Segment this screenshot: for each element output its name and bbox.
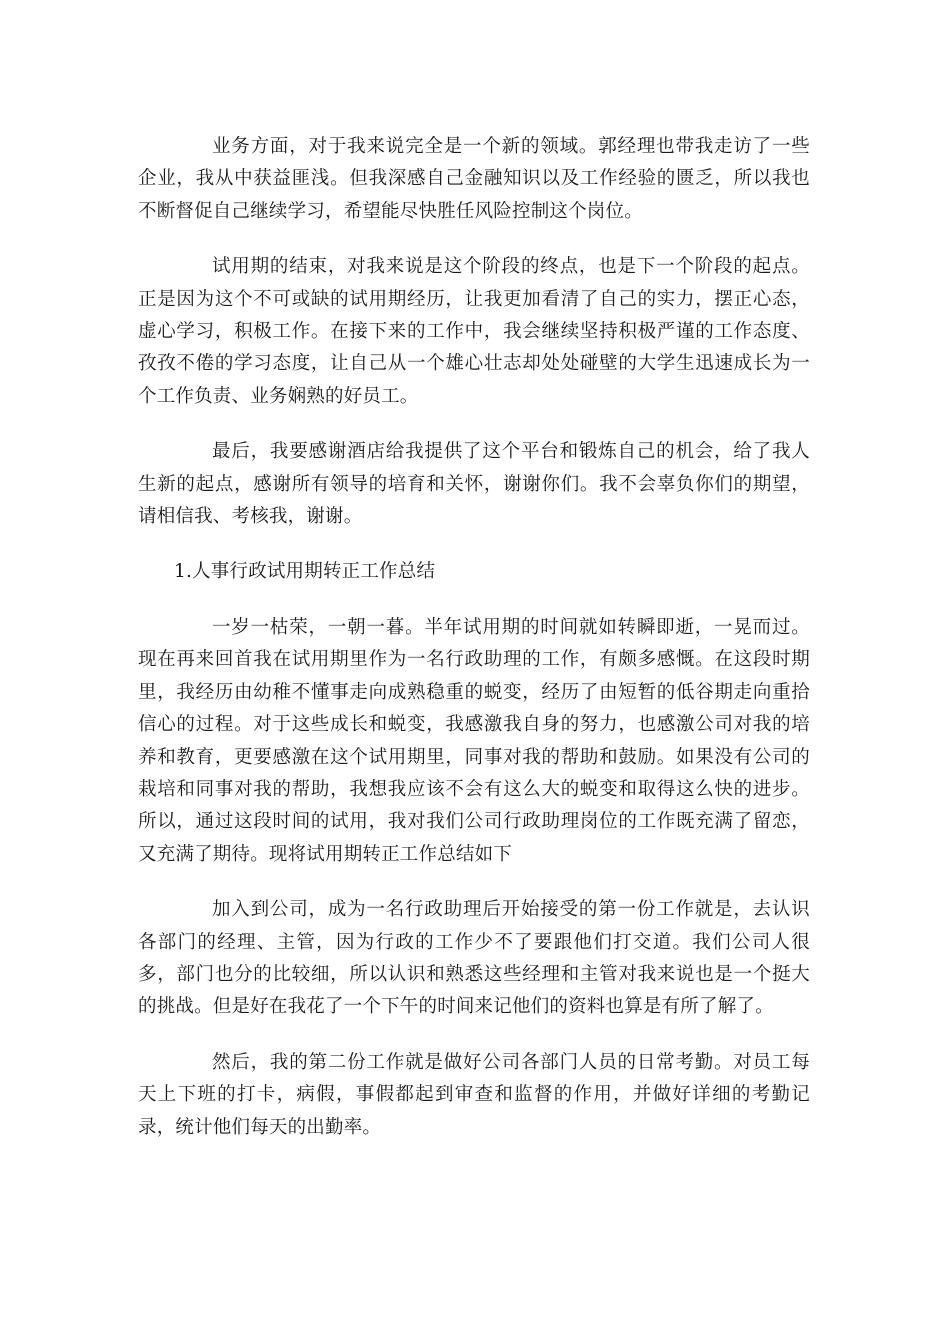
document-page bbox=[138, 131, 810, 1167]
paragraph-business: 业务方面，对于我来说完全是一个新的领域。郭经理也带我走访了一些企业，我从中获益匪浅。但我深感自己金融知识以及工作经验的匮乏，所以我也不断督促自己继续学习，希望能尽快胜任风险控制这个岗位。 bbox=[138, 136, 810, 222]
paragraph-probation-end: 试用期的结束，对我来说是这个阶段的终点，也是下一个阶段的起点。正是因为这个不可或缺的试用期经历，让我更加看清了自己的实力，摆正心态，虚心学习，积极工作。在接下来的工作中，我会继续坚持积极严谨的工作态度、孜孜不倦的学习态度，让自己从一个雄心壮志却处处碰壁的大学生迅速成长为一个工作负责、业务娴熟的好员工。 bbox=[138, 256, 810, 407]
paragraph-first-task: 加入到公司，成为一名行政助理后开始接受的第一份工作就是，去认识各部门的经理、主管，因为行政的工作少不了要跟他们打交道。我们公司人很多，部门也分的比较细，所以认识和熟悉这些经理和主管对我来说也是一个挺大的挑战。但是好在我花了一个下午的时间来记他们的资料也算是有所了解了。 bbox=[138, 899, 810, 1018]
paragraph-thanks: 最后，我要感谢酒店给我提供了这个平台和锻炼自己的机会，给了我人生新的起点，感谢所有领导的培育和关怀，谢谢你们。我不会辜负你们的期望，请相信我、考核我，谢谢。 bbox=[138, 441, 810, 528]
paragraph-intro: 一岁一枯荣，一朝一暮。半年试用期的时间就如转瞬即逝，一晃而过。现在再来回首我在试用期里作为一名行政助理的工作，有颇多感慨。在这段时期里，我经历由幼稚不懂事走向成熟稳重的蜕变，经历了由短暂的低谷期走向重拾信心的过程。对于这些成长和蜕变，我感激我自身的努力，也感激公司对我的培养和教育，更要感激在这个试用期里，同事对我的帮助和鼓励。如果没有公司的栽培和同事对我的帮助，我想我应该不会有这么大的蜕变和取得这么快的进步。所以，通过这段时间的试用，我对我们公司行政助理岗位的工作既充满了留恋，又充满了期待。现将试用期转正工作总结如下 bbox=[138, 616, 810, 865]
section-heading: 1.人事行政试用期转正工作总结 bbox=[174, 561, 436, 583]
paragraph-second-task: 然后，我的第二份工作就是做好公司各部门人员的日常考勤。对员工每天上下班的打卡，病假，事假都起到审查和监督的作用，并做好详细的考勤记录，统计他们每天的出勤率。 bbox=[138, 1051, 810, 1138]
